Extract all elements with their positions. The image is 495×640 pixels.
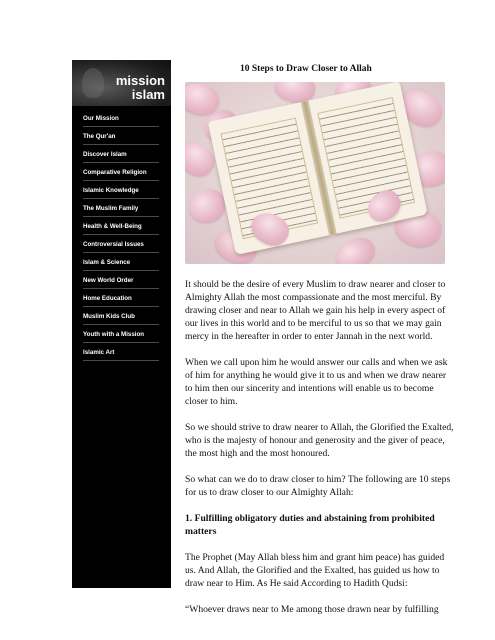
hero-image (185, 82, 445, 264)
quote-paragraph: “Whoever draws near to Me among those drawn near by fulfilling (185, 604, 439, 615)
nav-item-health-well-being[interactable]: Health & Well-Being (83, 219, 159, 235)
nav-item-quran[interactable]: The Qur'an (83, 129, 159, 145)
section-heading: 1. Fulfilling obligatory duties and abstaining from prohibited matters (185, 513, 435, 537)
page-title: 10 Steps to Draw Closer to Allah (240, 64, 372, 74)
article-body (185, 278, 455, 616)
paragraph: When we call upon him he would answer our calls and when we ask of him for anything he would give it to us and when we draw nearer to him then our sincerity and intentions will enable us to become closer to him. (185, 357, 448, 407)
paragraph: So what can we do to draw closer to him? The following are 10 steps for us to draw closer to our Almighty Allah: (185, 474, 451, 498)
logo-word-mission: mission (115, 73, 165, 88)
nav-item-discover-islam[interactable]: Discover Islam (83, 147, 159, 163)
logo-word-islam: islam (131, 87, 165, 102)
nav-item-islamic-art[interactable]: Islamic Art (83, 345, 159, 361)
nav-item-youth-with-a-mission[interactable]: Youth with a Mission (83, 327, 159, 343)
nav-list (72, 111, 171, 361)
nav-item-muslim-kids-club[interactable]: Muslim Kids Club (83, 309, 159, 325)
nav-item-muslim-family[interactable]: The Muslim Family (83, 201, 159, 217)
nav-item-comparative-religion[interactable]: Comparative Religion (83, 165, 159, 181)
nav-item-home-education[interactable]: Home Education (83, 291, 159, 307)
paragraph: So we should strive to draw nearer to Allah, the Glorified the Exalted, who is the majesty of honour and generosity and the giver of peace, the most high and the most honoured. (185, 422, 454, 459)
paragraph: The Prophet (May Allah bless him and grant him peace) has guided us. And Allah, the Glorified and the Exalted, has guided us how to draw near to Him. As He said According to Hadith Qudsi: (185, 552, 445, 589)
paragraph: It should be the desire of every Muslim to draw nearer and closer to Almighty Allah the most compassionate and the most merciful. By drawing closer and near to Allah we gain his help in every aspect of our lives in this world and to be merciful to us so that we may gain mercy in the hereafter in order to enter Jannah in the next world. (185, 279, 446, 342)
open-book (208, 82, 430, 264)
sidebar-nav (72, 60, 171, 588)
site-logo[interactable] (72, 60, 171, 106)
nav-item-islam-science[interactable]: Islam & Science (83, 255, 159, 271)
nav-item-new-world-order[interactable]: New World Order (83, 273, 159, 289)
nav-item-controversial-issues[interactable]: Controversial Issues (83, 237, 159, 253)
nav-item-our-mission[interactable]: Our Mission (83, 111, 159, 127)
nav-item-islamic-knowledge[interactable]: Islamic Knowledge (83, 183, 159, 199)
